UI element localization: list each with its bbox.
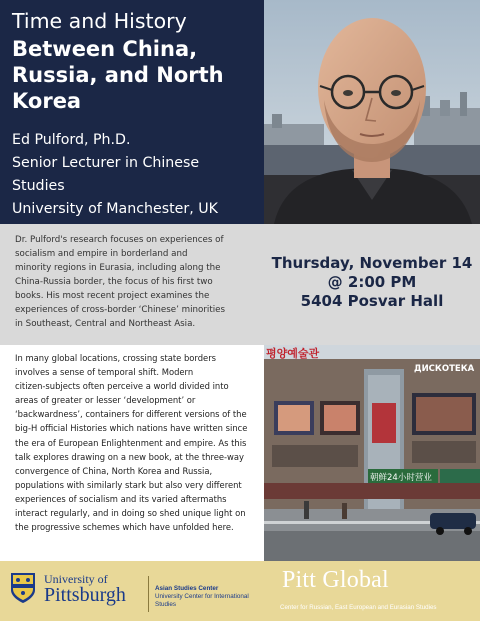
- center-name: Asian Studies Center: [155, 585, 219, 592]
- pitt-logo: [10, 570, 260, 614]
- bio-line: experiences of cross-border ‘Chinese’ minorities: [15, 305, 226, 315]
- speaker-name: Ed Pulford, Ph.D.: [12, 132, 131, 148]
- abstract-line: the progressive schemes which have unfolded here.: [15, 522, 234, 533]
- abstract-line: experiences of socialism and its varied aftermaths: [15, 493, 227, 504]
- abstract-line: populations with similarly stark but also very different: [15, 479, 242, 490]
- russian-sign: ДИСКОТЕКА: [414, 364, 475, 374]
- title-line: Russia, and North: [12, 63, 224, 87]
- border-town-photo: [264, 345, 480, 561]
- kicker: Time and History: [12, 9, 187, 33]
- pittsburgh-wordmark: Pittsburgh: [44, 584, 126, 606]
- bio-line: Dr. Pulford's research focuses on experiences of: [15, 235, 224, 245]
- bio-line: in Southeast, Central and Northeast Asia.: [15, 319, 196, 329]
- abstract-line: In many global locations, crossing state borders: [15, 353, 216, 363]
- bio-line: China-Russia border, the focus of his first two: [15, 277, 213, 287]
- abstract-line: citizen-subjects often perceive a world divided into: [15, 381, 229, 392]
- center-subtitle: University Center for International Studies: [155, 593, 249, 608]
- event-date: Thursday, November 14: [271, 254, 473, 272]
- chinese-sign: 朝鲜24小时营业: [370, 473, 432, 483]
- abstract-line: areas of greater or lesser ‘development’ or: [15, 395, 196, 406]
- korean-sign: 평양예술관: [266, 347, 320, 360]
- logo-divider: [148, 576, 149, 612]
- abstract-line: ‘backwardness’, containers for different versions of the: [15, 409, 247, 420]
- abstract-line: interact regularly, and in doing so shed unique light on: [15, 508, 246, 519]
- event-details: [264, 254, 480, 311]
- speaker-info: [12, 129, 254, 221]
- abstract-line: involves a sense of temporal shift. Modern: [15, 367, 194, 378]
- abstract-line: convergence of China, North Korea and Russia,: [15, 465, 213, 476]
- abstract-line: the era of European Enlightenment and empire. As this: [15, 437, 247, 448]
- crees-name: Center for Russian, East European and Eurasian Studies: [280, 604, 437, 611]
- pitt-global-brand: Pitt Global: [282, 567, 389, 593]
- header-text-panel: [0, 0, 264, 224]
- event-time: @ 2:00 PM: [327, 273, 417, 291]
- bio-line: socialism and empire in borderland and: [15, 249, 188, 259]
- university-of-text: University of: [44, 572, 108, 586]
- speaker-title: Senior Lecturer in Chinese Studies: [12, 155, 200, 194]
- pitt-seal-icon: [10, 572, 36, 604]
- speaker-affiliation: University of Manchester, UK: [12, 201, 218, 217]
- event-title: [12, 36, 254, 114]
- title-line: Korea: [12, 89, 82, 113]
- bio-band: [0, 224, 480, 345]
- footer: [0, 561, 480, 621]
- asian-studies-center: [155, 585, 260, 609]
- event-location: 5404 Posvar Hall: [300, 292, 444, 310]
- portrait-photo: [264, 0, 480, 224]
- bio-line: minority regions in Eurasia, including along the: [15, 263, 221, 273]
- abstract-line: talk explores drawing on a new book, at the three-way: [15, 451, 244, 462]
- bio-line: books. His most recent project examines the: [15, 291, 210, 301]
- talk-abstract: [15, 351, 255, 534]
- speaker-bio: [15, 233, 255, 331]
- abstract-line: big-H official Histories which nations have written since: [15, 423, 248, 434]
- title-line: Between China,: [12, 37, 198, 61]
- header: [0, 0, 480, 224]
